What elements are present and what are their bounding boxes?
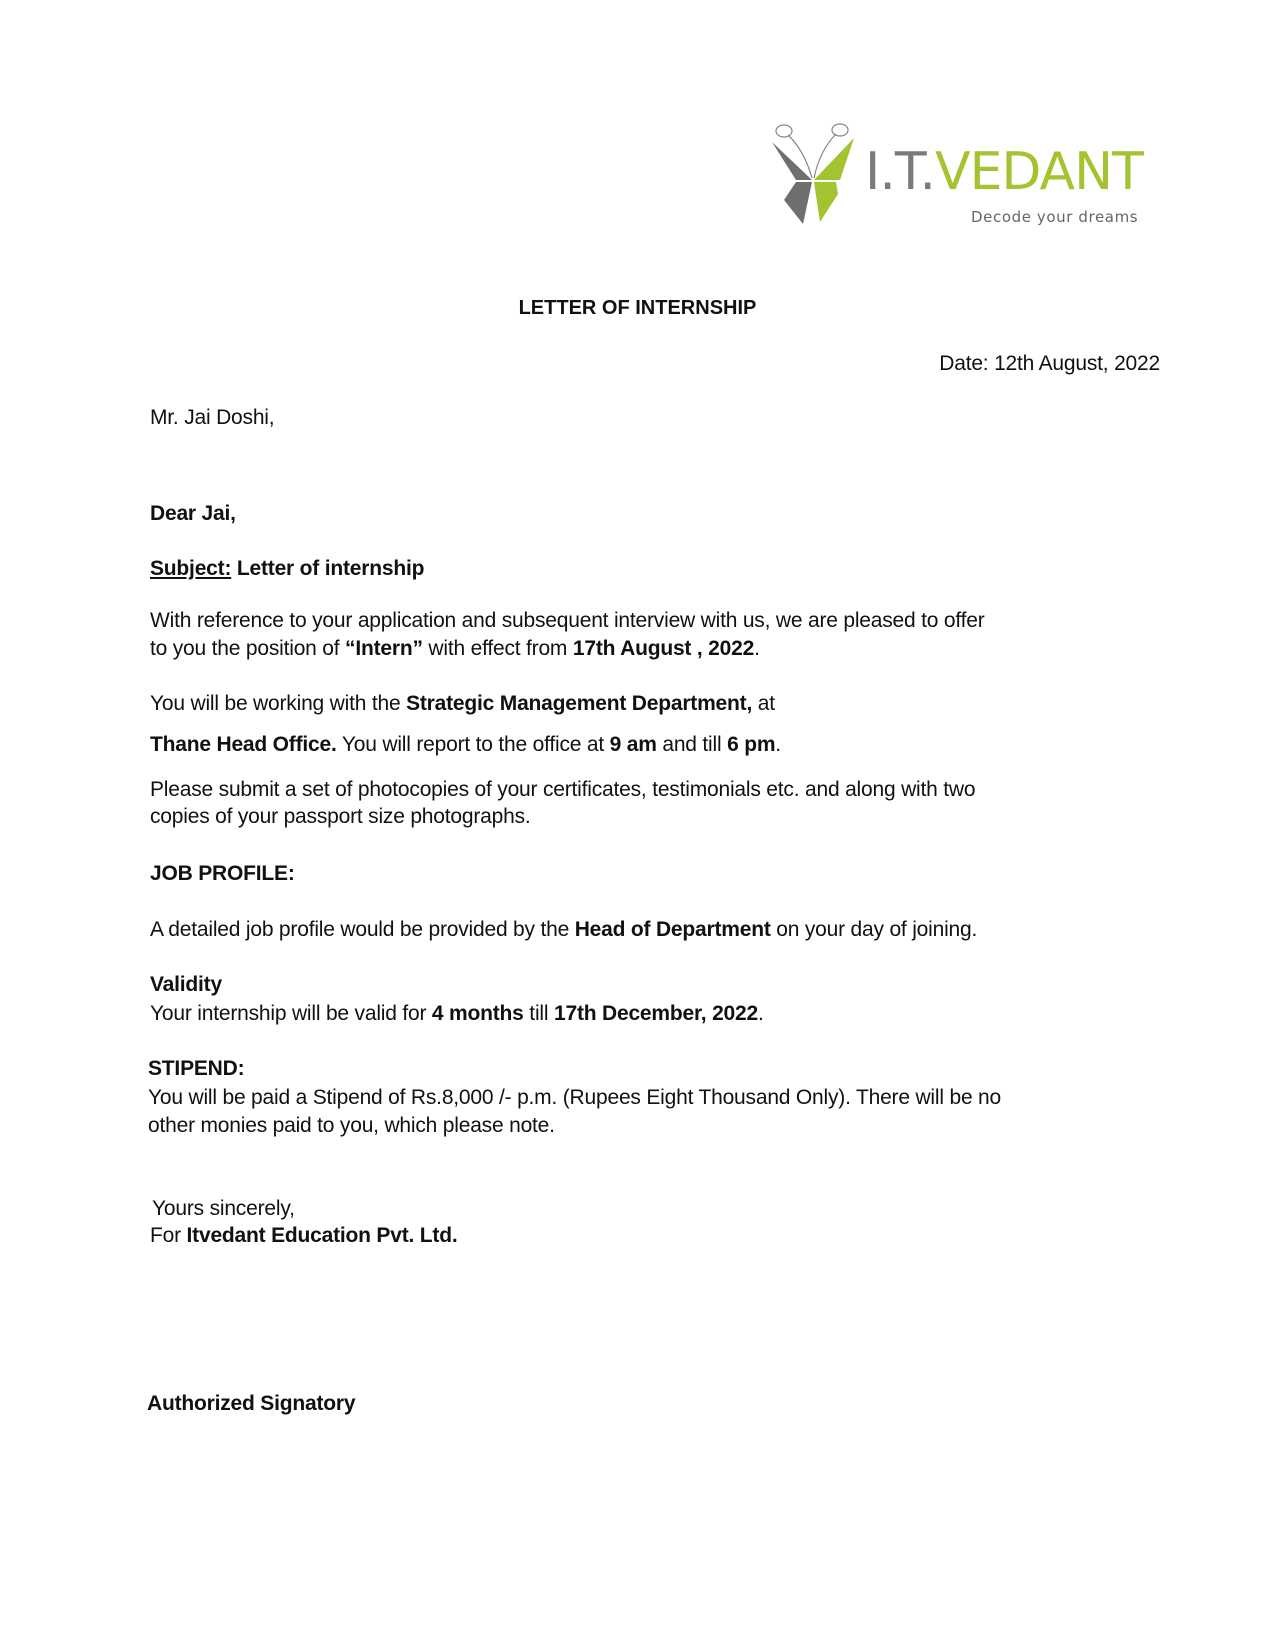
paragraph-timing: Thane Head Office. You will report to the office at 9 am and till 6 pm. bbox=[150, 733, 781, 756]
butterfly-icon bbox=[770, 122, 865, 227]
brand-tagline: Decode your dreams bbox=[971, 208, 1139, 226]
job-profile-text: A detailed job profile would be provided by the Head of Department on your day of joining. bbox=[150, 918, 978, 941]
recipient: Mr. Jai Doshi, bbox=[150, 406, 275, 429]
validity-text: Your internship will be valid for 4 months till 17th December, 2022. bbox=[150, 1002, 764, 1025]
paragraph-documents-line1: Please submit a set of photocopies of your certificates, testimonials etc. and along with two bbox=[150, 778, 976, 801]
paragraph-offer-line2: to you the position of “Intern” with effect from 17th August , 2022. bbox=[150, 637, 760, 660]
subject-line bbox=[150, 555, 424, 583]
validity-heading: Validity bbox=[150, 973, 222, 996]
closing-company: For Itvedant Education Pvt. Ltd. bbox=[150, 1224, 458, 1247]
authorized-signatory: Authorized Signatory bbox=[147, 1392, 356, 1415]
stipend-heading: STIPEND: bbox=[148, 1057, 245, 1080]
salutation: Dear Jai, bbox=[150, 502, 236, 525]
letter-title: LETTER OF INTERNSHIP bbox=[518, 297, 757, 319]
closing-sincerely: Yours sincerely, bbox=[152, 1197, 295, 1220]
paragraph-documents-line2: copies of your passport size photographs. bbox=[150, 805, 531, 828]
job-profile-heading: JOB PROFILE: bbox=[150, 862, 295, 885]
paragraph-department: You will be working with the Strategic Management Department, at bbox=[150, 692, 775, 715]
subject-text: Letter of internship bbox=[231, 557, 425, 580]
company-logo bbox=[770, 122, 1143, 232]
brand-name: I.T.VEDANT bbox=[865, 142, 1143, 202]
letter-date: Date: 12th August, 2022 bbox=[939, 352, 1160, 375]
paragraph-offer-line1: With reference to your application and subsequent interview with us, we are pleased to offer bbox=[150, 609, 985, 632]
stipend-text-line1: You will be paid a Stipend of Rs.8,000 /- p.m. (Rupees Eight Thousand Only). There will be no bbox=[148, 1086, 1002, 1109]
stipend-text-line2: other monies paid to you, which please note. bbox=[148, 1114, 555, 1137]
subject-label: Subject: bbox=[150, 557, 232, 580]
